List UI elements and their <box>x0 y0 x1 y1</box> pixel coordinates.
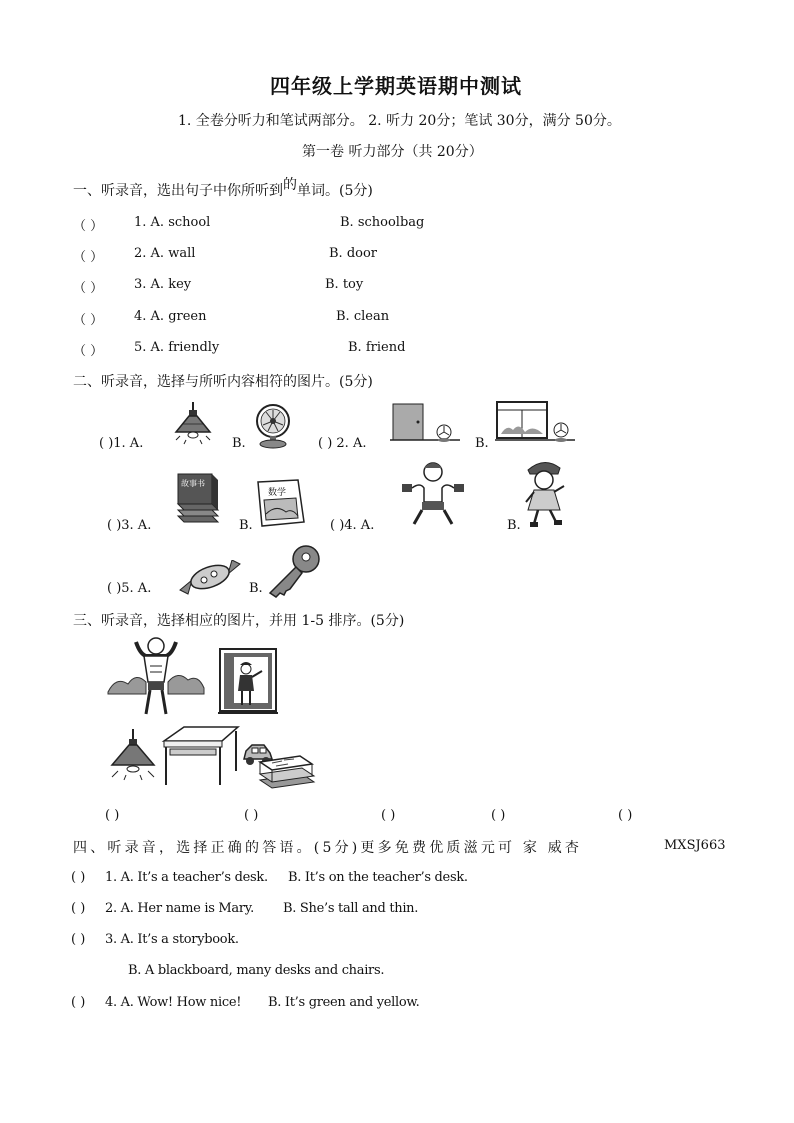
s4-paren-4[interactable]: ( ) <box>71 995 86 1010</box>
s4-option-a-2: 2. A. Her name is Mary. <box>105 901 254 916</box>
desk-picture <box>160 725 240 789</box>
key-icon <box>262 543 322 599</box>
s1-option-a-1: 1. A. school <box>134 215 211 230</box>
s4-paren-1[interactable]: ( ) <box>71 870 86 885</box>
s3-blank-5[interactable]: ( ) <box>618 808 633 823</box>
s4-option-b-4: B. It’s green and yellow. <box>268 995 420 1010</box>
fan-icon <box>250 403 296 449</box>
s1-paren-1[interactable]: （ ） <box>73 219 104 234</box>
s2-b-2[interactable]: B. <box>475 436 489 451</box>
s4-paren-2[interactable]: ( ) <box>71 901 86 916</box>
s2-b-3[interactable]: B. <box>239 518 253 533</box>
s2-b-4[interactable]: B. <box>507 518 521 533</box>
s1-paren-4[interactable]: （ ） <box>73 313 104 328</box>
section1-heading: 一、听录音，选出句子中你所听到的单词。(5分) <box>73 177 373 199</box>
books-picture <box>258 752 316 792</box>
s3-blank-1[interactable]: ( ) <box>105 808 120 823</box>
s4-option-a-1: 1. A. It’s a teacher’s desk. <box>105 870 268 885</box>
section3-heading: 三、听录音，选择相应的图片，并用 1-5 排序。(5分) <box>73 613 405 629</box>
s2-b-1[interactable]: B. <box>232 436 246 451</box>
s1-paren-5[interactable]: （ ） <box>73 344 104 359</box>
s4-option-a-3: 3. A. It’s a storybook. <box>105 932 239 947</box>
s1-option-a-3: 3. A. key <box>134 277 192 292</box>
wall-door-icon <box>390 402 460 444</box>
window-icon <box>495 400 575 444</box>
s4-option-b-3: B. A blackboard, many desks and chairs. <box>128 963 385 978</box>
s1-option-a-2: 2. A. wall <box>134 246 196 261</box>
s1-paren-3[interactable]: （ ） <box>73 281 104 296</box>
lamp-icon <box>170 402 216 446</box>
s1-option-b-4: B. clean <box>336 309 390 324</box>
s1-option-b-5: B. friend <box>348 340 406 355</box>
s2-label-5[interactable]: ( )5. A. <box>107 581 152 596</box>
s1-paren-2[interactable]: （ ） <box>73 250 104 265</box>
s2-label-1[interactable]: ( )1. A. <box>99 436 144 451</box>
s4-option-b-2: B. She’s tall and thin. <box>283 901 419 916</box>
s4-option-b-1: B. It’s on the teacher’s desk. <box>288 870 468 885</box>
raised-char: 的 <box>283 177 297 193</box>
exam-note: 1. 全卷分听力和笔试两部分。 2. 听力 20分；笔试 30分，满分 50分。 <box>178 113 621 129</box>
s1-option-a-5: 5. A. friendly <box>134 340 220 355</box>
s1-option-b-2: B. door <box>329 246 378 261</box>
s4-option-a-4: 4. A. Wow! How nice! <box>105 995 242 1010</box>
promo-code: MXSJ663 <box>664 838 726 853</box>
storybook-stack-icon <box>174 472 222 530</box>
s2-label-4[interactable]: ( )4. A. <box>330 518 375 533</box>
math-book-title: 数学 <box>268 488 287 498</box>
strong-man-icon <box>398 458 468 528</box>
lamp-picture <box>108 729 158 781</box>
s2-label-2[interactable]: ( ) 2. A. <box>318 436 367 451</box>
strong-man-picture <box>106 632 206 718</box>
s3-blank-4[interactable]: ( ) <box>491 808 506 823</box>
section4-heading: 四、听录音，选择正确的答语。(5分)更多免费优质滋元可 家 威杏 <box>73 840 583 856</box>
s1-option-b-1: B. schoolbag <box>340 215 425 230</box>
cute-girl-icon <box>520 458 570 530</box>
s1-option-b-3: B. toy <box>325 277 364 292</box>
s4-paren-3[interactable]: ( ) <box>71 932 86 947</box>
girl-at-door-picture <box>218 647 278 715</box>
page-title: 四年级上学期英语期中测试 <box>270 74 522 98</box>
candy-icon <box>178 560 242 596</box>
s2-label-3[interactable]: ( )3. A. <box>107 518 152 533</box>
s3-blank-3[interactable]: ( ) <box>381 808 396 823</box>
s1-option-a-4: 4. A. green <box>134 309 207 324</box>
storybook-cover-text: 故事书 <box>181 479 205 488</box>
s3-blank-2[interactable]: ( ) <box>244 808 259 823</box>
s2-b-5[interactable]: B. <box>249 581 263 596</box>
math-book-icon <box>256 478 306 528</box>
section2-heading: 二、听录音，选择与所听内容相符的图片。(5分) <box>73 374 373 390</box>
part-heading: 第一卷 听力部分（共 20分） <box>302 144 483 160</box>
